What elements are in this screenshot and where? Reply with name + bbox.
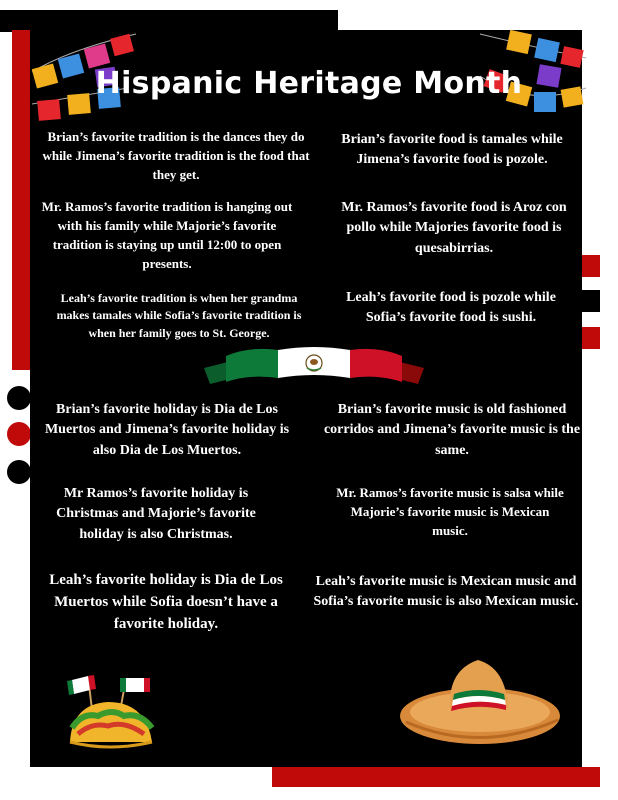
food-ramos-majorie: Mr. Ramos’s favorite food is Aroz con pollo while Majories favorite food is quesabirrias. — [341, 200, 567, 256]
holiday-ramos-majorie: Mr Ramos’s favorite holiday is Christmas and Majorie’s favorite holiday is also Christmas. — [56, 486, 256, 542]
music-ramos-majorie: Mr. Ramos’s favorite music is salsa while Majorie’s favorite music is Mexican music. — [336, 485, 564, 538]
tradition-ramos-majorie: Mr. Ramos’s favorite tradition is hanging out with his family while Majorie’s favorite tradition is staying up until 12:00 to open presents. — [41, 199, 293, 271]
holiday-leah-sofia: Leah’s favorite holiday is Dia de Los Muertos while Sofia doesn’t have a favorite holiday. — [49, 572, 283, 632]
holiday-brian-jimena: Brian’s favorite holiday is Dia de Los Muertos and Jimena’s favorite holiday is also Dia de Los Muertos. — [44, 402, 290, 458]
mexico-flag-ribbon-icon — [204, 342, 424, 394]
right-red-bar-1 — [582, 255, 600, 277]
page-title: Hispanic Heritage Month — [95, 66, 523, 101]
food-leah-sofia: Leah’s favorite food is pozole while Sofia’s favorite food is sushi. — [346, 290, 556, 326]
right-black-bar — [582, 290, 600, 312]
music-leah-sofia: Leah’s favorite music is Mexican music and Sofia’s favorite music is also Mexican music. — [313, 574, 579, 610]
side-dot-black-2 — [7, 460, 31, 484]
taco-with-flags-icon — [62, 668, 162, 752]
tradition-brian-jimena: Brian’s favorite tradition is the dances they do while Jimena’s favorite tradition is the food that they get. — [42, 129, 310, 182]
tradition-leah-sofia: Leah’s favorite tradition is when her grandma makes tamales while Sofia’s favorite tradition is when her family goes to St. George. — [56, 291, 302, 340]
side-dot-red — [7, 422, 31, 446]
sombrero-icon — [392, 650, 564, 750]
music-brian-jimena: Brian’s favorite music is old fashioned corridos and Jimena’s favorite music is the same. — [323, 402, 581, 458]
bottom-red-bar — [272, 767, 600, 787]
right-red-bar-2 — [582, 327, 600, 349]
side-dot-black-1 — [7, 386, 31, 410]
food-brian-jimena: Brian’s favorite food is tamales while Jimena’s favorite food is pozole. — [341, 132, 563, 168]
